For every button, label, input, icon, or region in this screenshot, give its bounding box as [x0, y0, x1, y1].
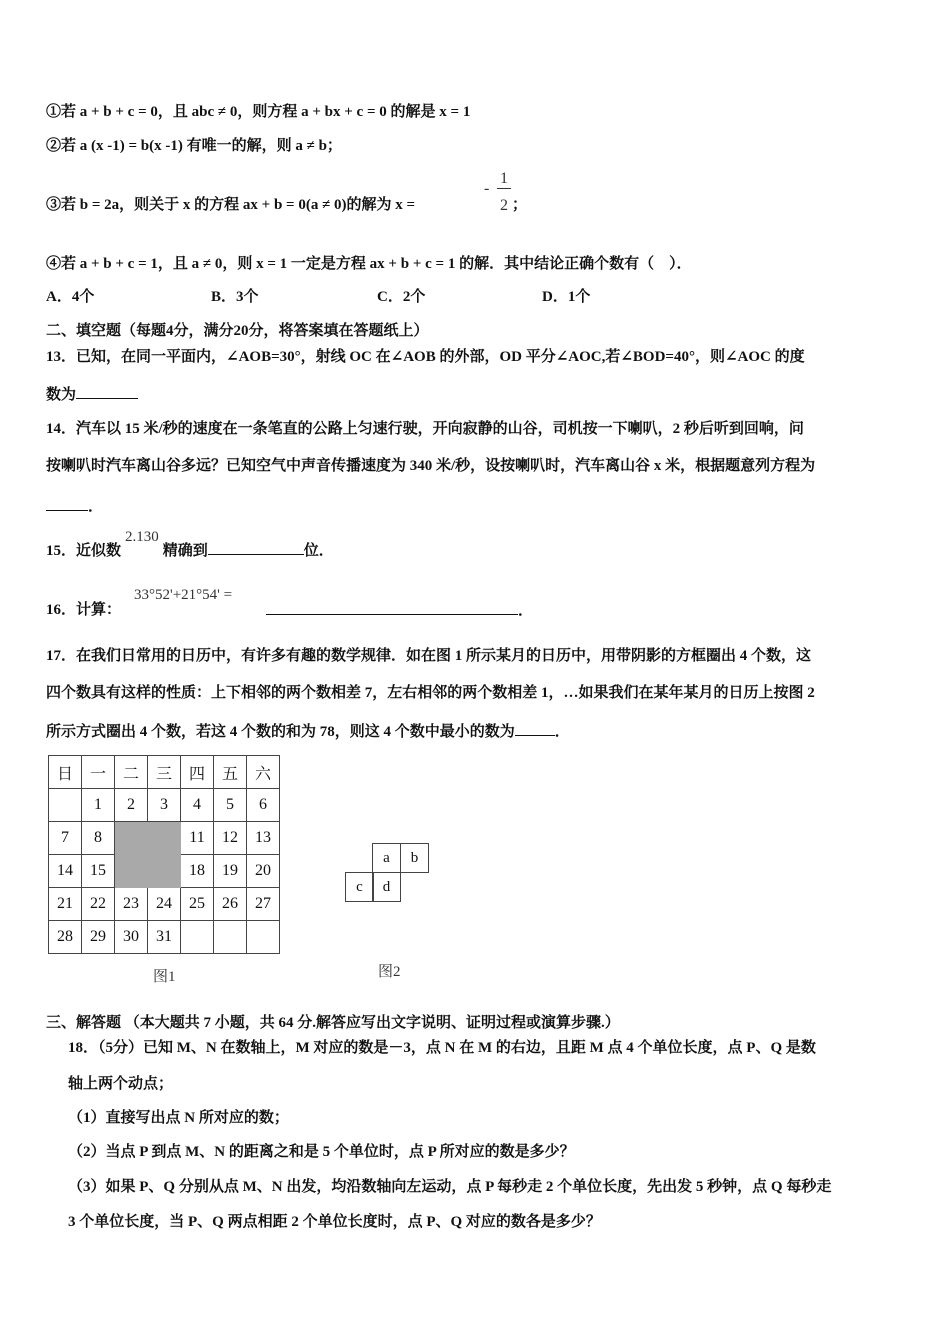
calendar-day: 20 — [247, 855, 280, 888]
q17-line3 — [46, 721, 570, 742]
calendar-day — [214, 921, 247, 954]
figure-2-cell-c: c — [345, 872, 374, 902]
q14-line1: 14．汽车以 15 米/秒的速度在一条笔直的公路上匀速行驶，开向寂静的山谷，司机按一下喇叭，2 秒后听到回响，问 — [46, 421, 804, 437]
calendar-day: 13 — [247, 822, 280, 855]
q15-mid: 精确到 — [162, 543, 208, 559]
q16 — [46, 600, 121, 620]
calendar-day: 7 — [49, 822, 82, 855]
q13-line2 — [46, 384, 138, 405]
q15-post: 位． — [303, 543, 334, 559]
option-a: A．4个 — [46, 289, 95, 305]
q12-s3-end: ； — [512, 197, 528, 213]
q12-statement-2: ②若 a (x -1) = b(x -1) 有唯一的解，则 a ≠ b； — [46, 138, 342, 154]
fraction-denominator: 2 — [500, 197, 508, 214]
q13-line1: 13．已知，在同一平面内，∠AOB=30°，射线 OC 在∠AOB 的外部，OD 平分∠AOC,若∠BOD=40°，则∠AOC 的度 — [46, 349, 805, 365]
calendar-header-row — [49, 756, 280, 789]
calendar-day: 29 — [82, 921, 115, 954]
calendar-day: 25 — [181, 888, 214, 921]
weekday: 四 — [181, 756, 214, 789]
figure-2-cell-d: d — [372, 872, 401, 902]
answer-blank — [76, 384, 138, 399]
section-2-heading: 二、填空题（每题4分，满分20分，将答案填在答题纸上） — [46, 323, 429, 339]
weekday: 二 — [115, 756, 148, 789]
calendar-row — [49, 921, 280, 954]
calendar-day: 3 — [148, 789, 181, 822]
calendar-day: 28 — [49, 921, 82, 954]
calendar-day: 2 — [115, 789, 148, 822]
shaded-box — [115, 822, 181, 888]
calendar-day: 22 — [82, 888, 115, 921]
weekday: 三 — [148, 756, 181, 789]
weekday: 六 — [247, 756, 280, 789]
q17-period: ． — [554, 724, 570, 740]
q15 — [46, 529, 334, 561]
q12-statement-3 — [46, 195, 415, 215]
figure-1-caption: 图1 — [153, 969, 176, 985]
q14-line3 — [46, 496, 103, 517]
calendar-day: 5 — [214, 789, 247, 822]
answer-blank — [208, 540, 304, 555]
calendar-day — [49, 789, 82, 822]
calendar-day: 19 — [214, 855, 247, 888]
calendar-day: 6 — [247, 789, 280, 822]
weekday: 五 — [214, 756, 247, 789]
q13-text: 数为 — [46, 387, 77, 403]
option-b: B．3个 — [211, 289, 259, 305]
section-3-heading: 三、解答题 （本大题共 7 小题，共 64 分.解答应写出文字说明、证明过程或演算步骤.） — [46, 1015, 620, 1031]
calendar-day: 11 — [181, 822, 214, 855]
calendar-day — [181, 921, 214, 954]
q18-part1: （1）直接写出点 N 所对应的数； — [68, 1110, 289, 1126]
figure-2-cell-b: b — [400, 843, 429, 873]
q18-line2: 轴上两个动点； — [68, 1076, 174, 1092]
q15-number: 2.130 — [125, 529, 159, 545]
q12-statement-4: ④若 a + b + c = 1，且 a ≠ 0，则 x = 1 一定是方程 ax + b + c = 1 的解．其中结论正确个数有（ ）． — [46, 256, 692, 272]
answer-blank — [515, 721, 555, 736]
calendar-day: 23 — [115, 888, 148, 921]
calendar-day: 14 — [49, 855, 82, 888]
q14-line2: 按喇叭时汽车离山谷多远？已知空气中声音传播速度为 340 米/秒，设按喇叭时，汽车离山谷 x 米，根据题意列方程为 — [46, 458, 816, 474]
calendar-day: 31 — [148, 921, 181, 954]
answer-blank — [46, 496, 88, 511]
q16-expression: 33°52'+21°54' = — [134, 587, 233, 603]
calendar-day: 15 — [82, 855, 115, 888]
q17-line1: 17．在我们日常用的日历中，有许多有趣的数学规律．如在图 1 所示某月的日历中，用带阴影的方框圈出 4 个数，这 — [46, 648, 812, 664]
option-c: C．2个 — [377, 289, 426, 305]
figure-2-cell-a: a — [372, 843, 401, 873]
q17-text: 所示方式圈出 4 个数，若这 4 个数的和为 78，则这 4 个数中最小的数为 — [46, 724, 515, 740]
q14-period: ． — [88, 499, 104, 515]
option-d: D．1个 — [542, 289, 591, 305]
calendar-row — [49, 789, 280, 822]
calendar-day: 12 — [214, 822, 247, 855]
q12-s3-text: ③若 b = 2a，则关于 x 的方程 ax + b = 0(a ≠ 0)的解为 x = — [46, 197, 416, 213]
figure-2-caption: 图2 — [378, 964, 401, 980]
calendar-day: 18 — [181, 855, 214, 888]
calendar-day — [247, 921, 280, 954]
fraction-minus: - — [484, 180, 490, 197]
q18-line1: 18．（5分）已知 M、N 在数轴上，M 对应的数是－3，点 N 在 M 的右边，且距 M 点 4 个单位长度，点 P、Q 是数 — [68, 1040, 816, 1056]
calendar-day: 26 — [214, 888, 247, 921]
weekday: 日 — [49, 756, 82, 789]
calendar-day: 1 — [82, 789, 115, 822]
calendar-day: 8 — [82, 822, 115, 855]
calendar-day: 27 — [247, 888, 280, 921]
weekday: 一 — [82, 756, 115, 789]
calendar-row — [49, 888, 280, 921]
q18-part3a: （3）如果 P、Q 分别从点 M、N 出发，均沿数轴向左运动，点 P 每秒走 2 个单位长度，先出发 5 秒钟，点 Q 每秒走 — [68, 1179, 832, 1195]
q16-post: ． — [518, 603, 534, 619]
q12-statement-1: ①若 a + b + c = 0，且 abc ≠ 0，则方程 a + bx + c = 0 的解是 x = 1 — [46, 104, 471, 120]
q16-answer — [266, 600, 533, 621]
calendar-day: 24 — [148, 888, 181, 921]
q15-pre: 15．近似数 — [46, 543, 122, 559]
calendar-day: 30 — [115, 921, 148, 954]
calendar-day: 4 — [181, 789, 214, 822]
q16-pre: 16．计算： — [46, 602, 122, 618]
q18-part3b: 3 个单位长度，当 P、Q 两点相距 2 个单位长度时，点 P、Q 对应的数各是多少？ — [68, 1214, 601, 1230]
q18-part2: （2）当点 P 到点 M、N 的距离之和是 5 个单位时，点 P 所对应的数是多少？ — [68, 1144, 575, 1160]
calendar-day: 21 — [49, 888, 82, 921]
fraction-numerator: 1 — [497, 170, 511, 189]
answer-blank — [266, 600, 518, 615]
q17-line2: 四个数具有这样的性质：上下相邻的两个数相差 7，左右相邻的两个数相差 1，…如果我们在某年某月的日历上按图 2 — [46, 685, 815, 701]
